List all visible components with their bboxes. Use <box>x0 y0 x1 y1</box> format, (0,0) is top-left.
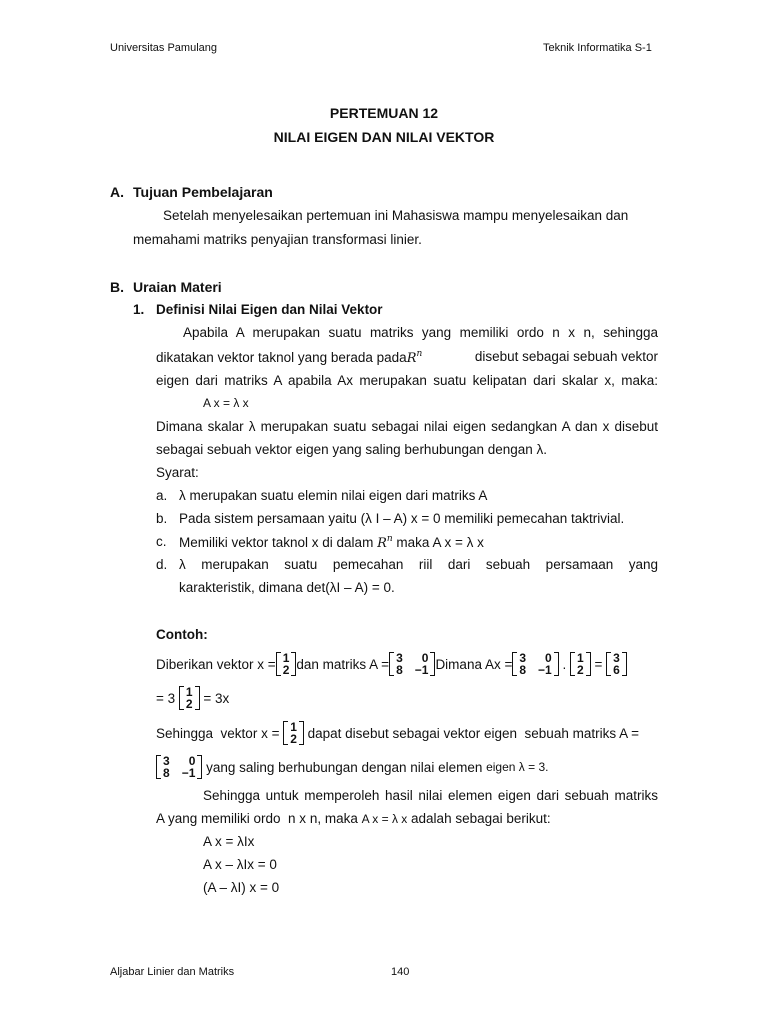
contoh-l1-text-a: Diberikan vektor x = <box>156 656 276 672</box>
contoh-l4-text-c: eigen λ = 3. <box>486 760 549 774</box>
matrix-a: 3 0 8 −1 <box>512 652 558 676</box>
section-a-para-line1: Setelah menyelesaikan pertemuan ini Mahasiswa mampu menyelesaikan dan <box>163 208 629 223</box>
contoh-para-line2: A yang memiliki ordo n x n, maka A x = λ x adalah sebagai berikut: <box>156 811 551 826</box>
definition-line2-b: disebut sebagai sebuah vektor <box>474 349 658 364</box>
vector-result: 3 6 <box>606 652 627 676</box>
dot-operator: . <box>558 656 570 672</box>
section-a-label: A. <box>110 184 124 200</box>
syarat-b-label: b. <box>156 511 168 526</box>
definition-line3: eigen dari matriks A apabila Ax merupakan suatu kelipatan dari skalar x, maka: <box>156 373 658 388</box>
vector-x: 1 2 <box>283 721 304 745</box>
page-title-line1: PERTEMUAN 12 <box>329 105 439 121</box>
subsection-number: 1. <box>133 302 145 317</box>
header-right: Teknik Informatika S-1 <box>543 42 652 54</box>
section-b-label: B. <box>110 279 124 295</box>
definition-line2-a: dikatakan vektor taknol yang berada padaR$^n$ <box>156 349 423 366</box>
contoh-l2-text-a: = 3 <box>156 690 179 706</box>
contoh-line2 <box>156 684 229 712</box>
syarat-d-label: d. <box>156 557 168 572</box>
contoh-l3-text-b: dapat disebut sebagai vektor eigen sebuah matriks A = <box>303 725 639 741</box>
syarat-b-text: Pada sistem persamaan yaitu (λ I – A) x = 0 memiliki pemecahan taktrivial. <box>179 511 625 526</box>
definition-line2 <box>156 349 658 366</box>
contoh-l2-text-b: = 3x <box>199 690 230 706</box>
equals-sign: = <box>590 656 607 672</box>
explanation-line1: Dimana skalar λ merupakan suatu sebagai nilai eigen sedangkan A dan x disebut <box>156 419 658 434</box>
explanation-line2: sebagai sebuah vektor eigen yang saling berhubungan dengan λ. <box>156 442 548 457</box>
real-space-exponent: n <box>386 534 393 544</box>
real-space-symbol: R <box>377 536 387 551</box>
contoh-l1-text-b: dan matriks A = <box>296 656 390 672</box>
syarat-d-line2: karakteristik, dimana det(λI – A) = 0. <box>179 580 395 595</box>
contoh-line4 <box>156 753 548 781</box>
section-a-heading: Tujuan Pembelajaran <box>133 184 273 200</box>
contoh-l3-text-a: Sehingga vektor x = <box>156 725 284 741</box>
vector-x: 1 2 <box>276 652 297 676</box>
contoh-line1 <box>156 650 627 678</box>
equation-step-1: A x = λIx <box>203 834 255 849</box>
header-left: Universitas Pamulang <box>110 42 217 54</box>
page-title-line2: NILAI EIGEN DAN NILAI VEKTOR <box>273 129 495 145</box>
real-space-exponent: n <box>416 349 423 359</box>
vector-x: 1 2 <box>570 652 591 676</box>
syarat-c-label: c. <box>156 534 167 549</box>
real-space-symbol: R <box>406 351 417 366</box>
formula-eigen: A x = λ x <box>203 396 249 410</box>
page-number: 140 <box>391 966 410 978</box>
equation-step-3: (A – λI) x = 0 <box>203 880 280 895</box>
matrix-a: 3 0 8 −1 <box>156 755 202 779</box>
contoh-l4-text-b: yang saling berhubungan dengan nilai elemen <box>202 759 487 775</box>
contoh-line3 <box>156 719 658 747</box>
syarat-label: Syarat: <box>156 465 199 480</box>
section-b-heading: Uraian Materi <box>133 279 222 295</box>
contoh-para-line1: Sehingga untuk memperoleh hasil nilai elemen eigen dari sebuah matriks <box>203 788 658 803</box>
contoh-heading: Contoh: <box>156 627 208 642</box>
contoh-l1-text-c: Dimana Ax = <box>435 656 513 672</box>
vector-x: 1 2 <box>179 686 200 710</box>
syarat-c-text: Memiliki vektor taknol x di dalam $R^n$ maka A x = λ x <box>179 534 484 551</box>
section-a-para-line2: memahami matriks penyajian transformasi linier. <box>133 232 422 247</box>
syarat-a-label: a. <box>156 488 168 503</box>
equation-step-2: A x – λIx = 0 <box>203 857 277 872</box>
syarat-a-text: λ merupakan suatu elemin nilai eigen dari matriks A <box>179 488 488 503</box>
matrix-a: 3 0 8 −1 <box>389 652 435 676</box>
definition-line1: Apabila A merupakan suatu matriks yang memiliki ordo n x n, sehingga <box>183 325 658 340</box>
subsection-heading: Definisi Nilai Eigen dan Nilai Vektor <box>156 302 383 317</box>
footer-left: Aljabar Linier dan Matriks <box>110 966 235 978</box>
syarat-d-line1: λ merupakan suatu pemecahan riil dari sebuah persamaan yang <box>179 557 658 572</box>
